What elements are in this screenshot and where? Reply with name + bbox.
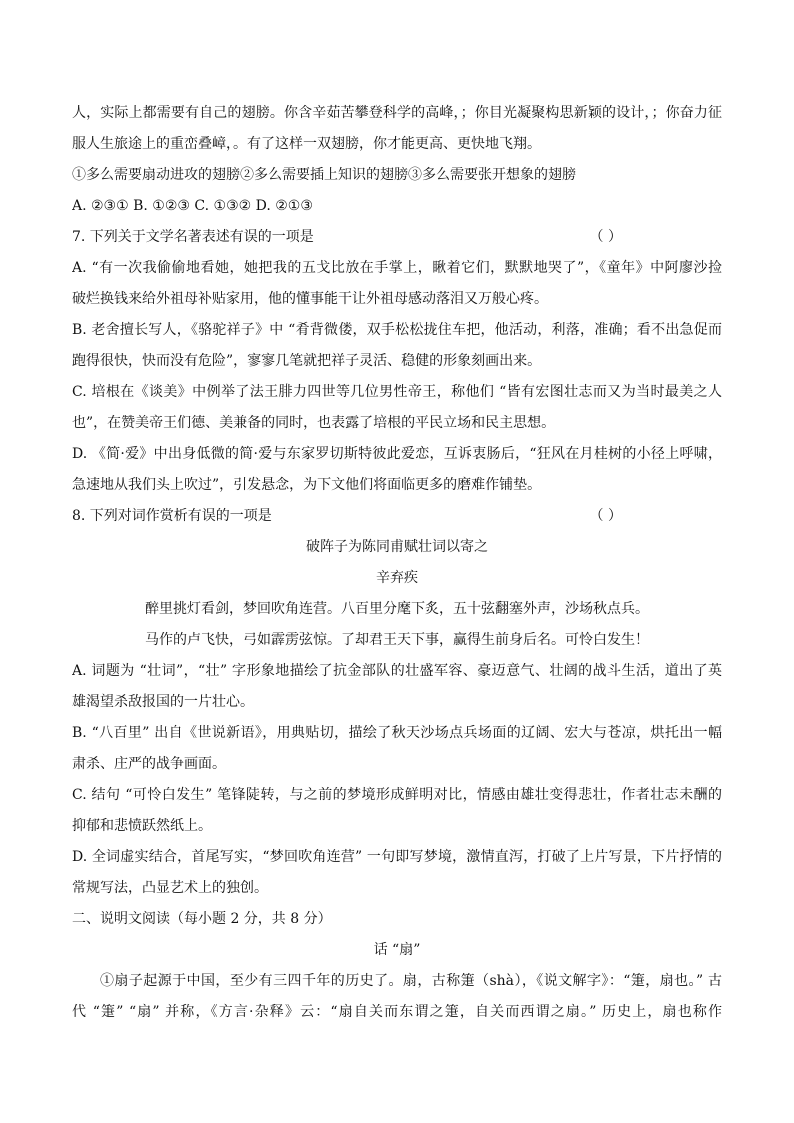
text-line: 服人生旅途上的重峦叠嶂，。有了这样一双翅膀，你才能更高、更快地飞翔。 bbox=[72, 136, 541, 152]
question-8 bbox=[72, 506, 722, 526]
poem-author: 辛弃疾 bbox=[376, 570, 418, 586]
answer-blank: （ ） bbox=[589, 229, 622, 245]
text-line: 急速地从我们头上吹过”，引发悬念，为下文他们将面临更多的磨难作铺垫。 bbox=[72, 477, 542, 493]
text-line: A. “有一次我偷偷地看她，她把我的五戈比放在手掌上，瞅着它们，默默地哭了”，《童年》中阿廖沙捡 bbox=[72, 260, 722, 276]
poem-line: 醉里挑灯看剑，梦回吹角连营。八百里分麾下炙，五十弦翻塞外声，沙场秋点兵。 bbox=[145, 601, 649, 617]
question-8-stem: 8. 下列对词作赏析有误的一项是 bbox=[72, 508, 272, 524]
text-line: 人，实际上都需要有自己的翅膀。你含辛茹苦攀登科学的高峰，；你目光凝聚构思新颖的设计，；你奋力征 bbox=[72, 105, 722, 121]
text-line: A. 词题为 “壮词”，“壮” 字形象地描绘了抗金部队的壮盛军容、豪迈意气、壮阔的战斗生活，道出了英 bbox=[72, 663, 722, 679]
text-line: D. 《简·爱》中出身低微的简·爱与东家罗切斯特彼此爱恋，互诉衷肠后，“狂风在月桂树的小径上呼啸， bbox=[72, 446, 722, 462]
poem-title: 破阵子为陈同甫赋壮词以寄之 bbox=[306, 539, 488, 555]
text-line: ①扇子起源于中国，至少有三四千年的历史了。扇，古称箑（shà），《说文解字》：“箑，扇也。” 古 bbox=[100, 973, 722, 989]
text-line: D. 全词虚实结合，首尾写实，“梦回吹角连营” 一句即写梦境，激情直泻，打破了上片写景，下片抒情的 bbox=[72, 849, 722, 865]
poem-line: 马作的卢飞快，弓如霹雳弦惊。了却君王天下事，赢得生前身后名。可怜白发生！ bbox=[145, 632, 649, 648]
text-line: B. 老舍擅长写人，《骆驼祥子》中 “肴背微偻，双手松松拢住车把，他活动，利落，准确；看不出急促而 bbox=[72, 322, 722, 338]
text-line: 常规写法，凸显艺术上的独创。 bbox=[72, 880, 268, 896]
text-line: B. “八百里” 出自《世说新语》，用典贴切，描绘了秋天沙场点兵场面的辽阔、宏大与苍凉，烘托出一幅 bbox=[72, 725, 722, 741]
text-line: 肃杀、庄严的战争画面。 bbox=[72, 756, 226, 772]
text-line: C. 结句 “可怜白发生” 笔锋陡转，与之前的梦境形成鲜明对比，情感由雄壮变得悲壮，作者壮志未酬的 bbox=[72, 787, 722, 803]
text-line: ①多么需要扇动进攻的翅膀②多么需要插上知识的翅膀③多么需要张开想象的翅膀 bbox=[72, 167, 576, 183]
text-line: 也”，在赞美帝王们德、美兼备的同时，也表露了培根的平民立场和民主思想。 bbox=[72, 415, 556, 431]
question-7 bbox=[72, 227, 722, 247]
text-line: 破烂换钱来给外祖母补贴家用，他的懂事能干让外祖母感动落泪又万般心疼。 bbox=[72, 291, 548, 307]
text-line: 跑得很快，快而没有危险”，寥寥几笔就把祥子灵活、稳健的形象刻画出来。 bbox=[72, 353, 542, 369]
text-line: 雄渴望杀敌报国的一片壮心。 bbox=[72, 694, 254, 710]
section-heading: 二、说明文阅读（每小题 2 分，共 8 分） bbox=[72, 911, 332, 927]
article-title: 话 “扇” bbox=[373, 942, 421, 958]
text-line: 代 “箑” “扇” 并称，《方言·杂释》云：“扇自关而东谓之箑，自关而西谓之扇。” 历史上，扇也称作 bbox=[72, 1004, 722, 1020]
answer-blank: （ ） bbox=[589, 508, 622, 524]
text-line: 抑郁和悲愤跃然纸上。 bbox=[72, 818, 212, 834]
answer-options: A. ②③① B. ①②③ C. ①③② D. ②①③ bbox=[72, 198, 313, 214]
text-line: C. 培根在《谈美》中例举了法王腓力四世等几位男性帝王，称他们 “皆有宏图壮志而又为当时最美之人 bbox=[72, 384, 722, 400]
question-7-stem: 7. 下列关于文学名著表述有误的一项是 bbox=[72, 229, 314, 245]
